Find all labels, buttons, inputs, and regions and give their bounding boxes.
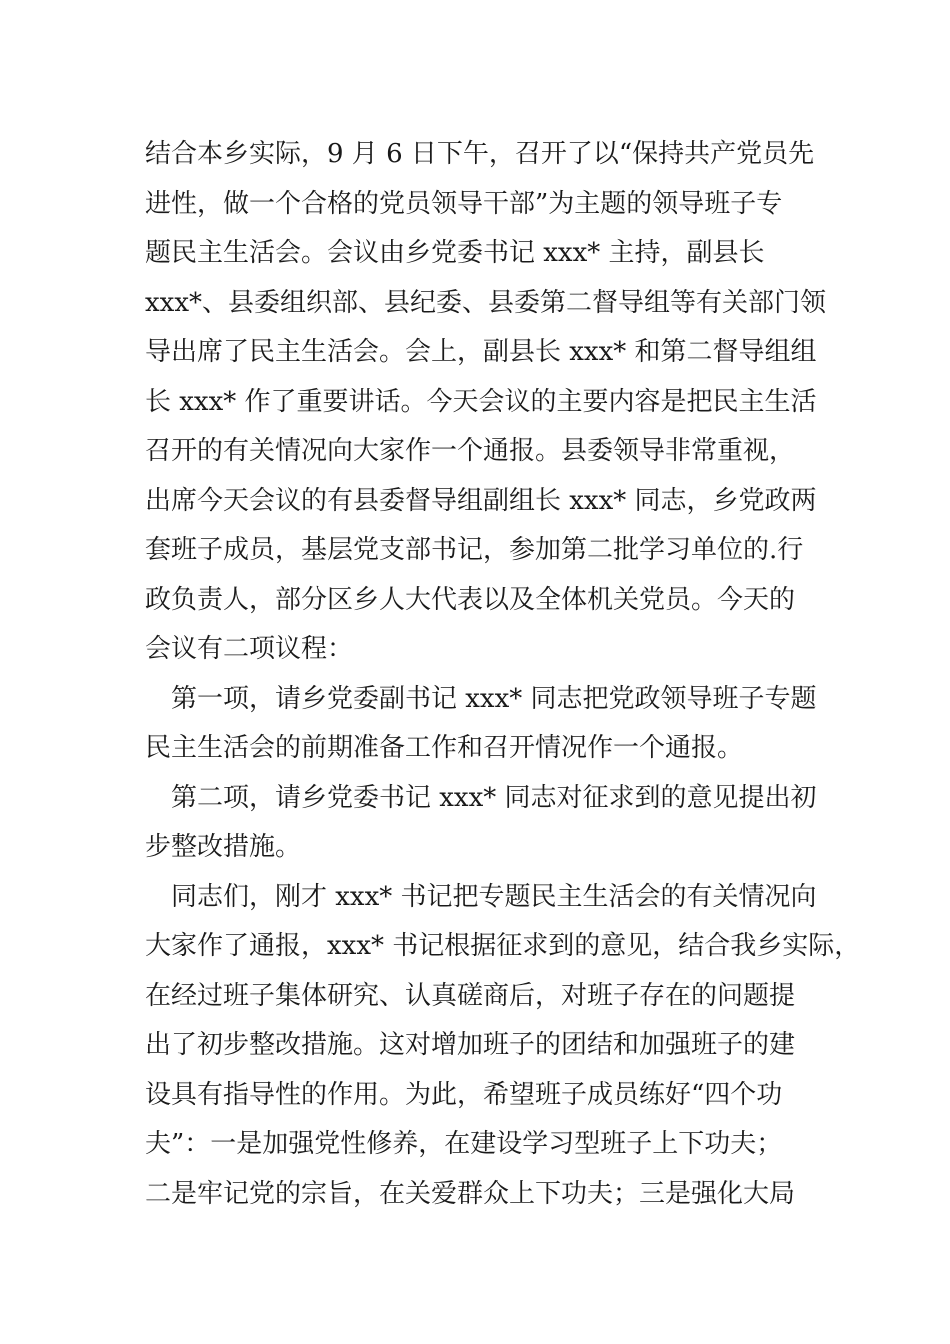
text-line: 在经过班子集体研究、认真磋商后，对班子存在的问题提 <box>145 980 796 1011</box>
text-line: 召开的有关情况向大家作一个通报。县委领导非常重视， <box>145 436 796 466</box>
text-line: 夫”：一是加强党性修养，在建设学习型班子上下功夫； <box>145 1129 783 1159</box>
text-line: 政负责人，部分区乡人大代表以及全体机关党员。今天的 <box>145 584 796 615</box>
text-line: 步整改措施。 <box>145 832 302 862</box>
body-text <box>145 130 861 1219</box>
text-line: 题民主生活会。会议由乡党委书记 xxx* 主持，副县长 <box>145 238 765 268</box>
text-line: 大家作了通报，xxx* 书记根据征求到的意见，结合我乡实际， <box>145 931 861 961</box>
text-line: 导出席了民主生活会。会上，副县长 xxx* 和第二督导组组 <box>145 337 817 367</box>
text-line: 进性，做一个合格的党员领导干部”为主题的领导班子专 <box>145 188 783 219</box>
text-line: 设具有指导性的作用。为此，希望班子成员练好“四个功 <box>145 1079 783 1110</box>
text-line: 民主生活会的前期准备工作和召开情况作一个通报。 <box>145 733 744 763</box>
text-line: 会议有二项议程： <box>145 634 354 664</box>
text-line: 长 xxx* 作了重要讲话。今天会议的主要内容是把民主生活 <box>145 386 817 417</box>
text-line: 第二项，请乡党委书记 xxx* 同志对征求到的意见提出初 <box>171 782 817 813</box>
text-line: 同志们，刚才 xxx* 书记把专题民主生活会的有关情况向 <box>171 881 817 912</box>
text-line: 套班子成员，基层党支部书记，参加第二批学习单位的.行 <box>145 535 804 565</box>
text-line: 出了初步整改措施。这对增加班子的团结和加强班子的建 <box>145 1030 796 1060</box>
text-line: 二是牢记党的宗旨，在关爱群众上下功夫；三是强化大局 <box>145 1178 796 1209</box>
text-line: 出席今天会议的有县委督导组副组长 xxx* 同志，乡党政两 <box>145 485 817 516</box>
text-line: 结合本乡实际，9 月 6 日下午，召开了以“保持共产党员先 <box>145 139 815 169</box>
text-line: 第一项，请乡党委副书记 xxx* 同志把党政领导班子专题 <box>171 683 817 714</box>
text-line: xxx*、县委组织部、县纪委、县委第二督导组等有关部门领 <box>145 287 826 318</box>
